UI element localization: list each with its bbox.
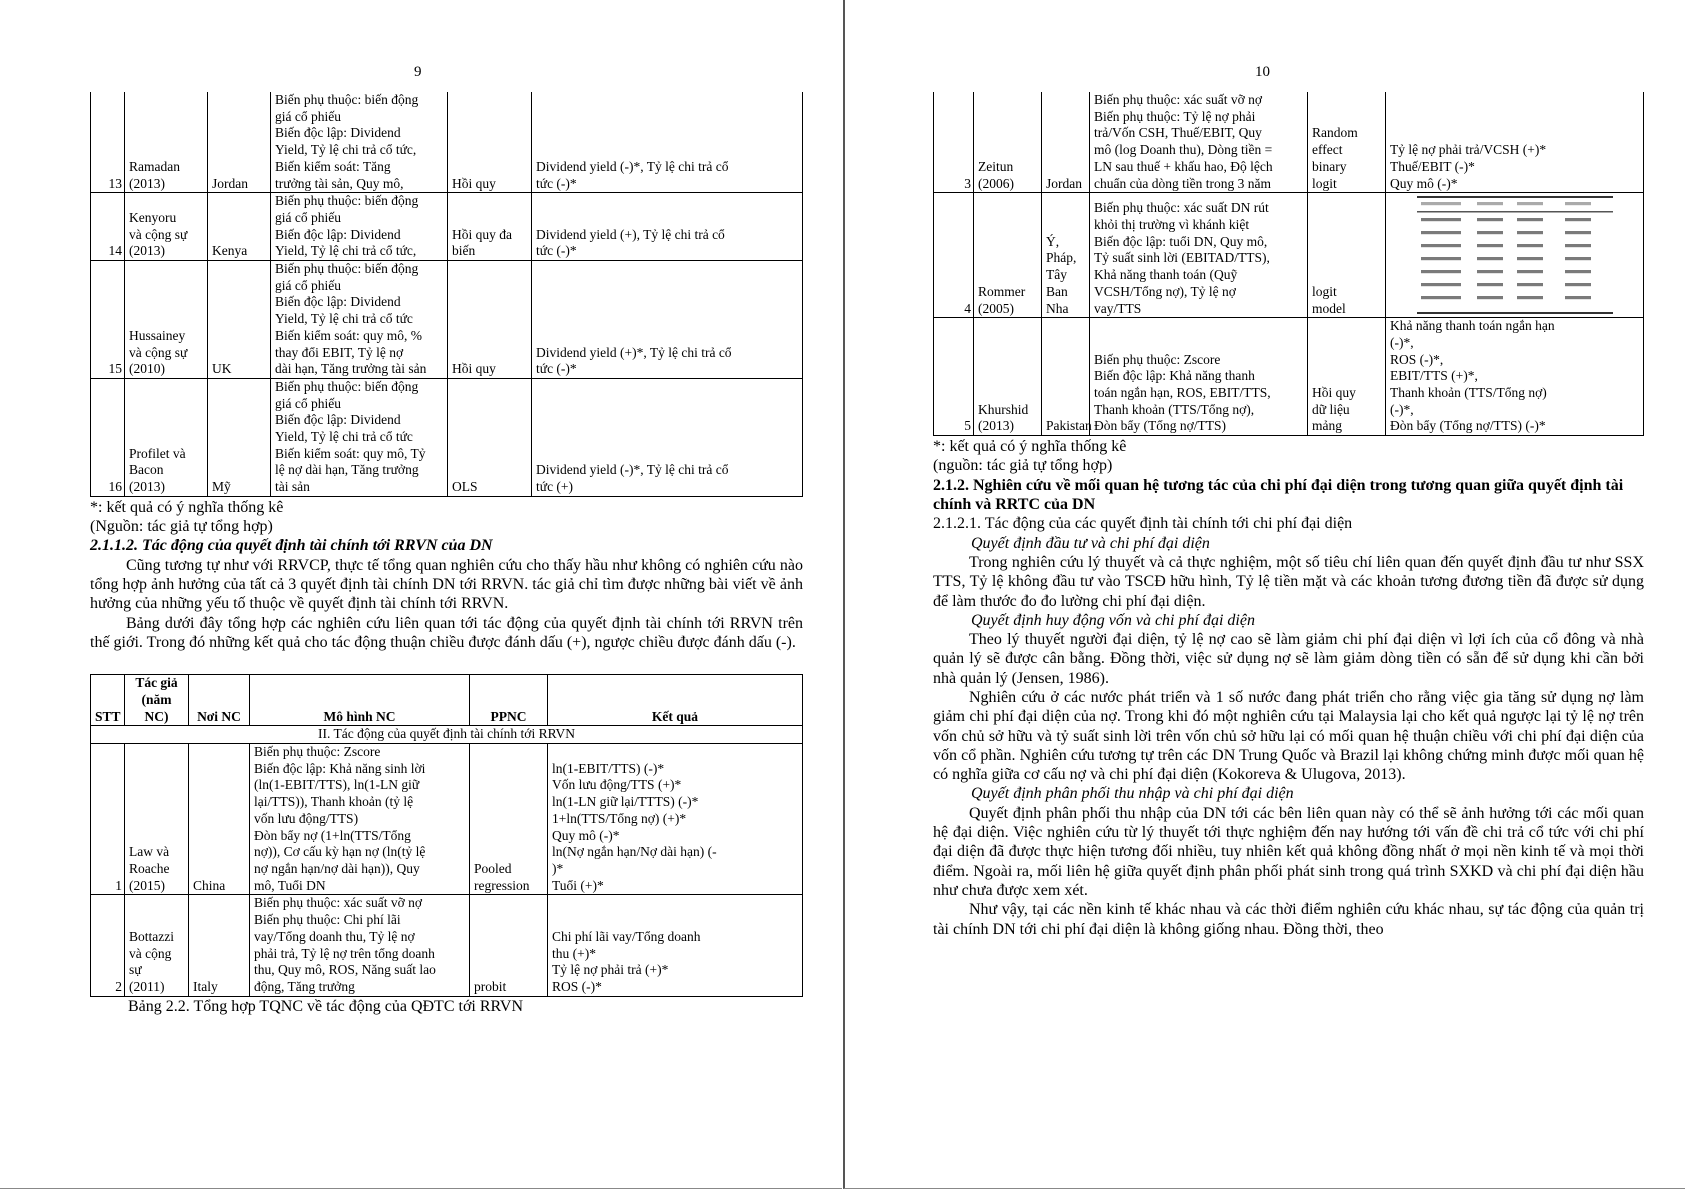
cell-country: China [189,744,250,895]
header-method: PPNC [470,675,548,726]
table-row [934,193,1644,318]
left-page [0,0,842,1189]
embedded-results-table-image [1417,195,1613,315]
page-number: 9 [414,64,422,80]
cell-model: Biến phụ thuộc: biến động giá cổ phiếu Biến độc lập: Dividend Yield, Tỷ lệ chi trả cổ tức, [271,193,448,261]
cell-method: Hồi quy [448,261,532,379]
paragraph: Trong nghiên cứu lý thuyết và cả thực nghiệm, một số tiêu chí liên quan đến quyết định đầu tư như SSX TTS, Tỷ lệ không đầu tư vào TSCĐ hữu hình, Tỷ lệ tiền mặt và các khoản tương đương tiền đã được sử dụng để làm thước đo đo lường chi phí đại diện. [933,553,1644,610]
cell-model: Biến phụ thuộc: Zscore Biến độc lập: Khả năng thanh toán ngắn hạn, ROS, EBIT/TTS, Thanh khoản (TTS/Tổng nợ), Đòn bẩy (Tổng nợ/TTS) [1090,318,1308,436]
cell-stt: 2 [91,895,125,996]
cell-stt: 14 [91,193,125,261]
literature-table [90,674,803,996]
topic-heading: Quyết định đầu tư và chi phí đại diện [971,534,1210,552]
cell-result: Dividend yield (+), Tỷ lệ chi trả cổ tức (-)* [532,193,803,261]
paragraph: Bảng dưới đây tổng hợp các nghiên cứu liên quan tới tác động của quyết định tài chính tới RRVN trên thế giới. Trong đó những kết quả cho tác động thuận chiều được đánh dấu (+), ngược chiều được đánh dấu (-). [90,614,803,651]
cell-method: Hồi quy [448,92,532,193]
table-row [91,895,803,996]
cell-author: Hussainey và cộng sự (2010) [125,261,208,379]
cell-method: Random effect binary logit [1308,92,1386,193]
cell-stt: 16 [91,378,125,496]
cell-country: Ý, Pháp, Tây Ban Nha [1042,193,1090,318]
subsection-heading: 2.1.2.1. Tác động của các quyết định tài chính tới chi phí đại diện [933,515,1353,533]
cell-author: Khurshid (2013) [974,318,1042,436]
cell-model: Biến phụ thuộc: Zscore Biến độc lập: Khả năng sinh lời (ln(1-EBIT/TTS), ln(1-LN giữ lại/TTS)), Thanh khoản (tỷ lệ vốn lưu động/TTS) Đòn bẩy nợ (1+ln(TTS/Tổng nợ)), Cơ cấu kỳ hạn nợ (ln(tỷ lệ nợ ngắn hạn/nợ dài hạn)), Quy mô, Tuổi DN [250,744,470,895]
table-row [91,193,803,261]
significance-note: *: kết quả có ý nghĩa thống kê [933,438,1127,456]
cell-method: OLS [448,378,532,496]
cell-model: Biến phụ thuộc: xác suất vỡ nợ Biến phụ thuộc: Chi phí lãi vay/Tổng doanh thu, Tỷ lệ nợ phải trả, Tỷ lệ nợ trên tổng doanh thu, Quy mô, ROS, Năng suất lao động, Tăng trưởng [250,895,470,996]
table-row [91,92,803,193]
cell-result: Tỷ lệ nợ phải trả/VCSH (+)* Thuế/EBIT (-)* Quy mô (-)* [1386,92,1644,193]
cell-result: Dividend yield (-)*, Tỷ lệ chi trả cổ tức (-)* [532,92,803,193]
cell-model: Biến phụ thuộc: biến động giá cổ phiếu Biến độc lập: Dividend Yield, Tỷ lệ chi trả cổ tức Biến kiểm soát: quy mô, % thay đổi EBIT, Tỷ lệ nợ dài hạn, Tăng trưởng tài sản [271,261,448,379]
section-heading: 2.1.2. Nghiên cứu về mối quan hệ tương tác của chi phí đại diện trong tương quan giữa quyết định tài chính và RRTC của DN [933,476,1624,514]
cell-stt: 1 [91,744,125,895]
cell-author: Profilet và Bacon (2013) [125,378,208,496]
header-author: Tác giả (năm NC) [125,675,189,726]
cell-result: Dividend yield (-)*, Tỷ lệ chi trả cổ tức (+) [532,378,803,496]
topic-heading: Quyết định phân phối thu nhập và chi phí đại diện [971,785,1294,803]
cell-result: Khả năng thanh toán ngắn hạn (-)*, ROS (-)*, EBIT/TTS (+)*, Thanh khoản (TTS/Tổng nợ) (-)*, Đòn bẩy (Tổng nợ/TTS) (-)* [1386,318,1644,436]
cell-model: Biến phụ thuộc: biến động giá cổ phiếu Biến độc lập: Dividend Yield, Tỷ lệ chi trả cổ tức, Biến kiểm soát: Tăng trưởng tài sản, Quy mô, [271,92,448,193]
paragraph: Quyết định phân phối thu nhập của DN tới các bên liên quan này có thể sẽ ảnh hưởng tới các mối quan hệ đại diện. Việc nghiên cứu từ lý thuyết tới thực nghiệm đến nay hướng tới vấn đề chi trả cổ tức với chi phí đại diện đã được thực hiện tương đối nhiều, tuy nhiên kết quả không đồng nhất ở mọi nền kinh tế và mọi thời điểm. Ngoài ra, mối liên hệ giữa quyết định phân phối phát sinh trong quá trình SXKD và chi phí đại diện hầu như chưa được xem xét. [933,804,1644,899]
table-row [934,318,1644,436]
significance-note: *: kết quả có ý nghĩa thống kê [90,498,284,516]
cell-author: Law và Roache (2015) [125,744,189,895]
table-row [91,261,803,379]
table-row [91,378,803,496]
cell-result: Chi phí lãi vay/Tổng doanh thu (+)* Tỷ lệ nợ phải trả (+)* ROS (-)* [548,895,803,996]
cell-country: UK [208,261,271,379]
cell-method: Hồi quy dữ liệu mảng [1308,318,1386,436]
header-stt: STT [91,675,125,726]
cell-method: Pooled regression [470,744,548,895]
table-section-title: II. Tác động của quyết định tài chính tới RRVN [91,726,803,744]
header-country: Nơi NC [189,675,250,726]
cell-country: Pakistan [1042,318,1090,436]
cell-method: probit [470,895,548,996]
cell-author: Zeitun (2006) [974,92,1042,193]
cell-result [1386,193,1644,318]
cell-country: Kenya [208,193,271,261]
cell-model: Biến phụ thuộc: biến động giá cổ phiếu Biến độc lập: Dividend Yield, Tỷ lệ chi trả cổ tức Biến kiểm soát: quy mô, Tỷ lệ nợ dài hạn, Tăng trưởng tài sản [271,378,448,496]
topic-heading: Quyết định huy động vốn và chi phí đại diện [971,611,1255,629]
cell-author: Ramadan (2013) [125,92,208,193]
literature-table-continued [90,92,803,497]
table-row [934,92,1644,193]
paragraph: Theo lý thuyết người đại diện, tỷ lệ nợ cao sẽ làm giảm chi phí đại diện vì lợi ích của cổ đông và nhà quản lý sẽ được cân bằng. Đồng thời, việc sử dụng nợ sẽ làm giảm dòng tiền có sẵn để sử dụng khi cần bởi nhà quản lý (Jensen, 1986). [933,631,1644,687]
cell-stt: 13 [91,92,125,193]
left-page-content [90,92,803,1016]
cell-stt: 4 [934,193,974,318]
paragraph: Như vậy, tại các nền kinh tế khác nhau và các thời điểm nghiên cứu khác nhau, sự tác động của quản trị tài chính DN tới chi phí đại diện là không giống nhau. Đồng thời, theo [933,901,1644,938]
cell-country: Jordan [1042,92,1090,193]
cell-stt: 3 [934,92,974,193]
table-row [91,744,803,895]
cell-result: ln(1-EBIT/TTS) (-)* Vốn lưu động/TTS (+)* ln(1-LN giữ lại/TTTS) (-)* 1+ln(TTS/Tổng nợ) (+)* Quy mô (-)* ln(Nợ ngắn hạn/Nợ dài hạn) (- )* Tuổi (+)* [548,744,803,895]
cell-country: Jordan [208,92,271,193]
paragraph: Cũng tương tự như với RRVCP, thực tế tổng quan nghiên cứu cho thấy hầu như không có nghiên cứu nào tổng hợp ảnh hưởng của tất cả 3 quyết định tài chính DN tới RRVN. tác giả chỉ tìm được những bài viết về ảnh hưởng của những yếu tố thuộc về quyết định tài chính tới RRVN. [90,556,803,613]
cell-model: Biến phụ thuộc: xác suất DN rút khỏi thị trường vì khánh kiệt Biến độc lập: tuổi DN, Quy mô, Tỷ suất sinh lời (EBITAD/TTS), Khả năng thanh toán (Quỹ VCSH/Tổng nợ), Tỷ lệ nợ vay/TTS [1090,193,1308,318]
source-note: (Nguồn: tác giả tự tổng hợp) [90,518,273,536]
table-caption: Bảng 2.2. Tổng hợp TQNC về tác động của QĐTC tới RRVN [128,997,524,1015]
header-model: Mô hình NC [250,675,470,726]
source-note: (nguồn: tác giả tự tổng hợp) [933,457,1113,475]
right-page-content [933,92,1644,939]
cell-stt: 15 [91,261,125,379]
cell-author: Rommer (2005) [974,193,1042,318]
cell-country: Italy [189,895,250,996]
cell-stt: 5 [934,318,974,436]
cell-country: Mỹ [208,378,271,496]
cell-result: Dividend yield (+)*, Tỷ lệ chi trả cổ tức (-)* [532,261,803,379]
cell-method: logit model [1308,193,1386,318]
cell-author: Bottazzi và cộng sự (2011) [125,895,189,996]
cell-author: Kenyoru và cộng sự (2013) [125,193,208,261]
header-result: Kết quả [548,675,803,726]
paragraph: Nghiên cứu ở các nước phát triển và 1 số nước đang phát triển cho rằng việc gia tăng sử dụng nợ làm giảm chi phí đại diện của nợ. Trong khi đó một nghiên cứu tại Malaysia lại cho kết quả ngược lại tỷ lệ nợ trên vốn chủ sở hữu và tỷ suất sinh lời trên vốn chủ sở hữu lại có mối quan hệ thuận chiều với chi phí đại diện của vốn cổ phần. Nghiên cứu tương tự trên các DN Trung Quốc và Brazil lại không chứng minh được mối quan hệ có nghĩa giữa cơ cấu nợ và chi phí đại diện (Kokoreva & Ulugova, 2013). [933,689,1644,784]
page-number: 10 [1255,64,1270,80]
right-page [843,0,1685,1189]
literature-table-continued [933,92,1644,436]
section-heading: 2.1.1.2. Tác động của quyết định tài chính tới RRVN của DN [90,537,493,555]
cell-method: Hồi quy đa biến [448,193,532,261]
cell-model: Biến phụ thuộc: xác suất vỡ nợ Biến phụ thuộc: Tỷ lệ nợ phải trả/Vốn CSH, Thuế/EBIT, Quy mô (log Doanh thu), Dòng tiền = LN sau thuế + khấu hao, Độ lệch chuẩn của dòng tiền trong 3 năm [1090,92,1308,193]
